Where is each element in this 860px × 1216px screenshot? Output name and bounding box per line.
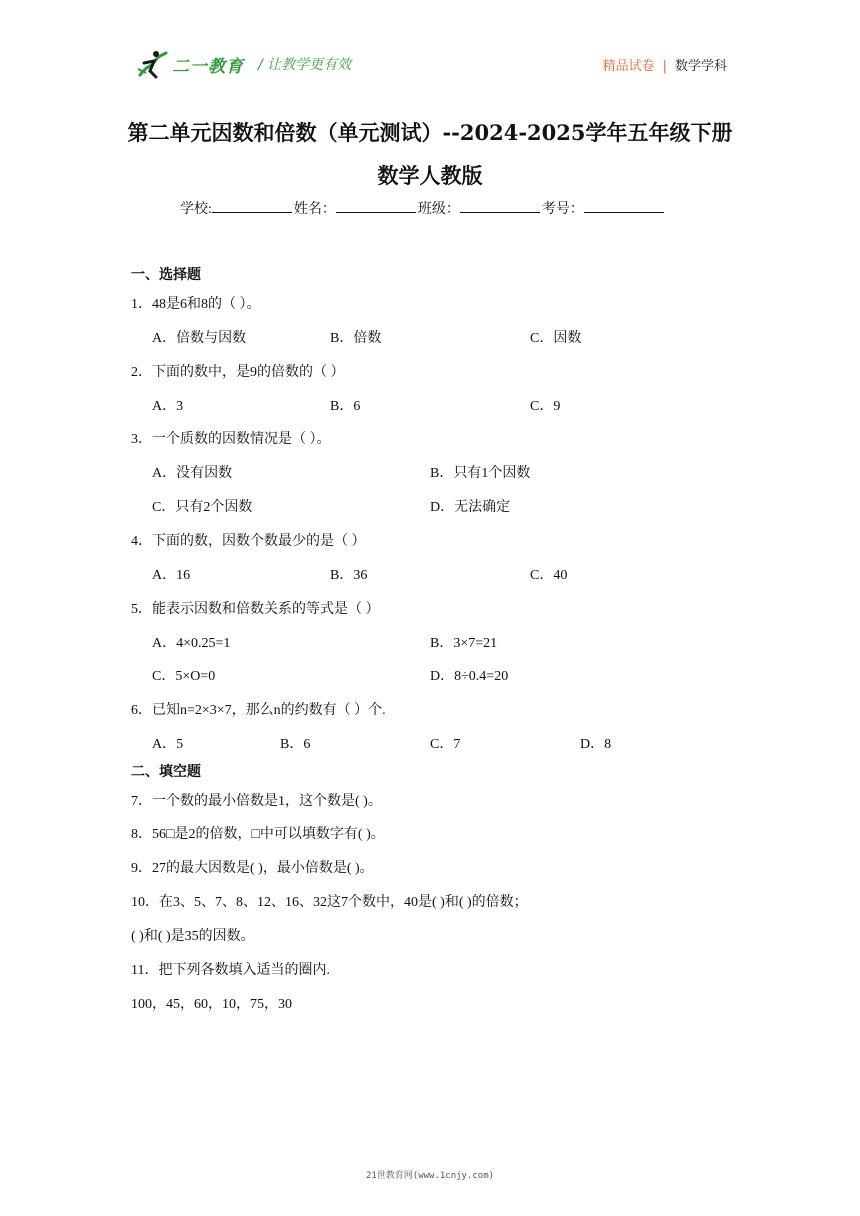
q5-option-d[interactable]: D．8÷0.4=20 [430,669,509,684]
number-blank[interactable] [584,198,664,213]
school-blank[interactable] [212,198,292,213]
q6-option-d[interactable]: D．8 [580,737,612,752]
q6-option-a[interactable]: A．5 [152,737,184,752]
question-6: 6．已知n=2×3×7，那么n的约数有（ ）个. [131,703,386,718]
runner-logo-icon [136,49,170,79]
q5-option-c[interactable]: C．5×O=0 [152,669,216,684]
q2-option-a[interactable]: A．3 [152,399,184,414]
question-2: 2．下面的数中，是9的倍数的（ ） [131,365,345,380]
question-9: 9．27的最大因数是( )，最小倍数是( )。 [131,861,374,876]
question-10-line1: 10．在3、5、7、8、12、16、32这7个数中，40是( )和( )的倍数； [131,895,528,910]
q4-option-b[interactable]: B．36 [330,568,368,583]
q3-option-d[interactable]: D．无法确定 [430,500,511,515]
header-separator: | [662,59,667,74]
student-info [180,198,666,218]
header-tag: 精品试卷 [602,59,655,74]
class-blank[interactable] [460,198,540,213]
page-title: 第二单元因数和倍数（单元测试）--2024-2025学年五年级下册 [127,120,733,145]
question-7: 7．一个数的最小倍数是1，这个数是( )。 [131,794,382,809]
q4-option-c[interactable]: C．40 [530,568,568,583]
q2-option-c[interactable]: C．9 [530,399,561,414]
question-4: 4．下面的数，因数个数最少的是（ ） [131,534,366,549]
question-1: 1．48是6和8的（ ）。 [131,297,261,312]
q3-option-c[interactable]: C．只有2个因数 [152,500,253,515]
page-footer: 21世教育网(www.1cnjy.com) [365,1171,495,1181]
logo-text: 二一教育 [172,56,244,77]
q1-option-c[interactable]: C．因数 [530,331,582,346]
number-label: 考号： [541,202,584,217]
class-label: 班级： [417,202,460,217]
name-blank[interactable] [336,198,416,213]
q1-option-a[interactable]: A．倍数与因数 [152,331,247,346]
q1-option-b[interactable]: B．倍数 [330,331,382,346]
header-right [603,55,727,74]
question-11: 11．把下列各数填入适当的圈内. [131,963,330,978]
slogan: / 让教学更有效 [258,57,352,73]
question-5: 5．能表示因数和倍数关系的等式是（ ） [131,602,380,617]
section-fill-heading: 二、填空题 [131,764,201,780]
q3-option-a[interactable]: A．没有因数 [152,466,233,481]
question-8: 8．56□是2的倍数，□中可以填数字有( )。 [131,827,385,842]
q6-option-b[interactable]: B．6 [280,737,311,752]
q6-option-c[interactable]: C．7 [430,737,461,752]
question-11-numbers: 100，45，60，10，75，30 [131,997,292,1012]
header-subject: 数学学科 [674,59,727,74]
section-choice-heading: 一、选择题 [131,267,201,283]
q2-option-b[interactable]: B．6 [330,399,361,414]
name-label: 姓名： [293,202,336,217]
question-3: 3．一个质数的因数情况是（ ）。 [131,432,331,447]
page-subtitle: 数学人教版 [377,163,483,188]
question-10-line2: ( )和( )是35的因数。 [131,929,255,944]
q5-option-b[interactable]: B．3×7=21 [430,636,498,651]
q5-option-a[interactable]: A．4×0.25=1 [152,636,231,651]
header-logo [136,48,351,80]
q3-option-b[interactable]: B．只有1个因数 [430,466,531,481]
q4-option-a[interactable]: A．16 [152,568,191,583]
school-label: 学校: [180,202,212,217]
